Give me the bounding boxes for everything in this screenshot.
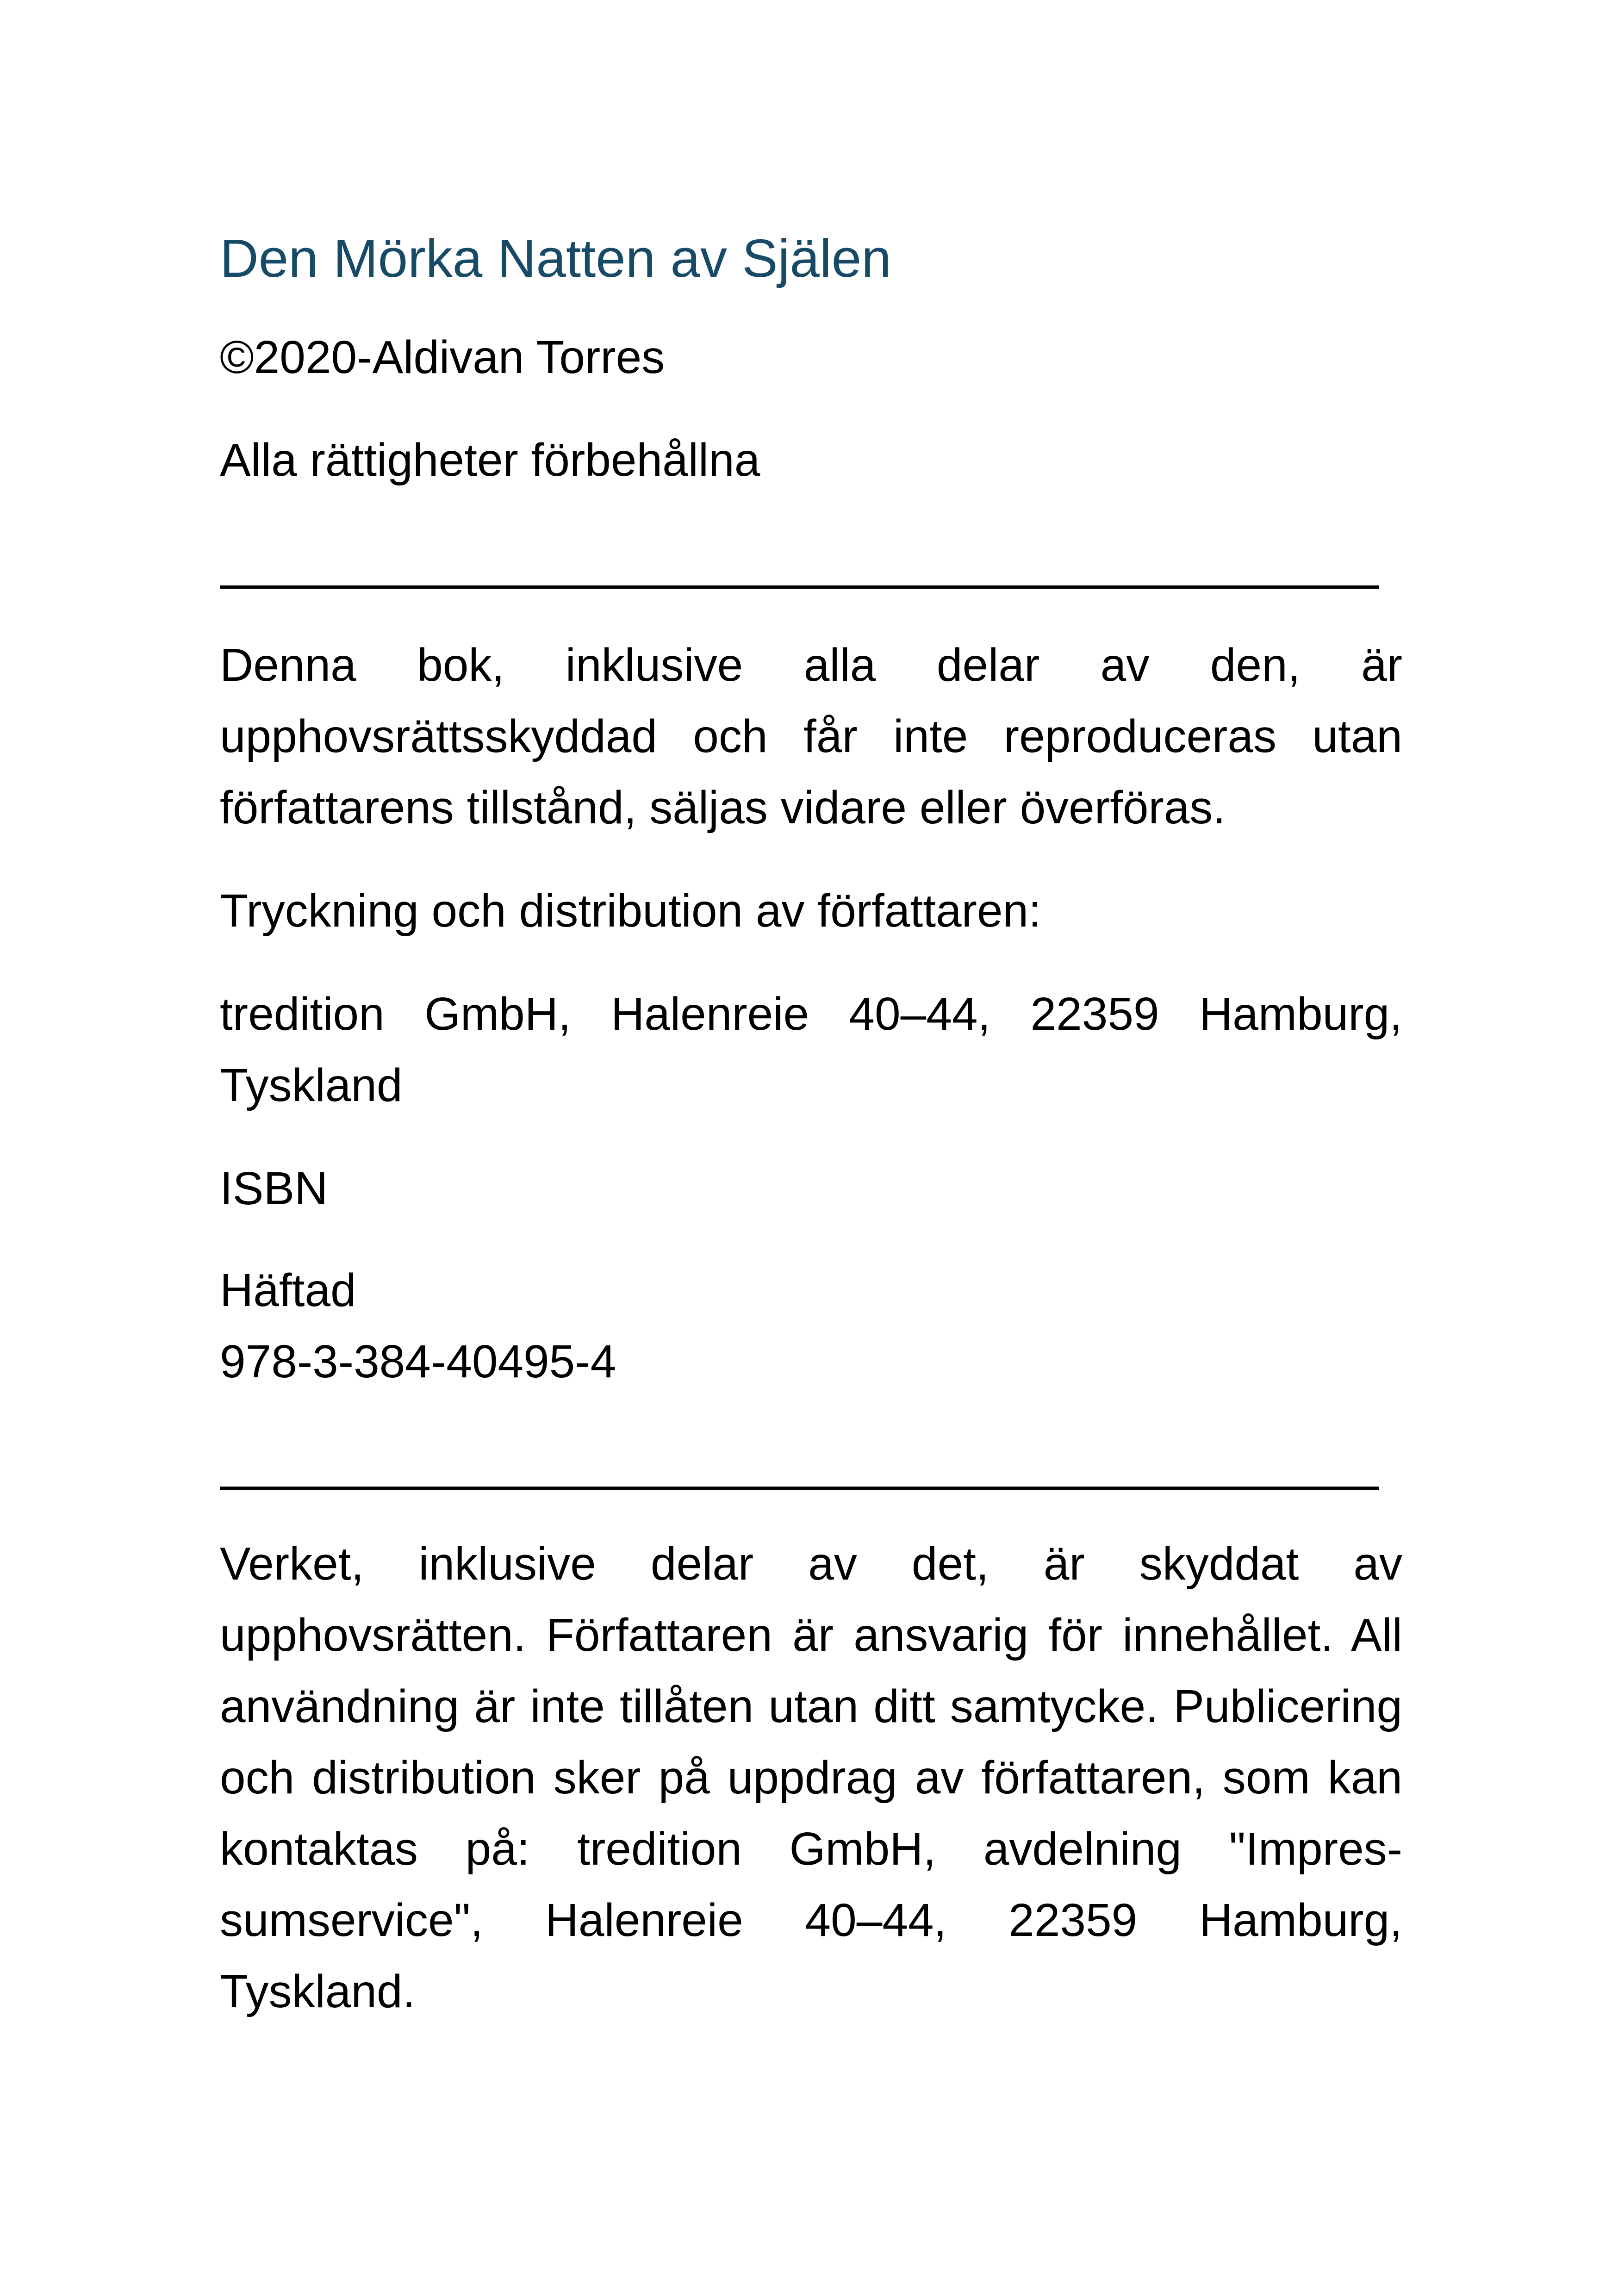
printing-label: Tryckning och distribution av författaren: [220,885,1041,937]
rights-line: Alla rättigheter förbehållna [220,434,760,486]
divider-top [220,585,1379,589]
format-label: Häftad [220,1264,356,1316]
isbn-label: ISBN [220,1163,328,1214]
copyright-line: ©2020-Aldivan Torres [220,331,665,383]
divider-bottom [220,1487,1379,1490]
legal-text: Verket, inklusive delar av det, är skyddat av upphovsrätten. Författaren är ansvarig för innehållet. All användning är inte tillåten utan ditt samtycke. Publicering och distribution sker på uppdrag av författaren, som kan kontaktas på: tredition GmbH, avdelning "Impres-sumservice", Halenreie 40–44, 22359 Hamburg, Tyskland. [220,1538,1402,2017]
copyright-page [220,0,1402,2296]
isbn-number: 978-3-384-40495-4 [220,1336,616,1388]
copyright-notice: Denna bok, inklusive alla delar av den, är upphovsrättsskyddad och får inte reproduceras utan författarens tillstånd, säljas vidare eller överföras. [220,639,1402,834]
book-title: Den Mörka Natten av Själen [220,228,891,288]
publisher-address: tredition GmbH, Halenreie 40–44, 22359 Hamburg, Tyskland [220,988,1402,1111]
